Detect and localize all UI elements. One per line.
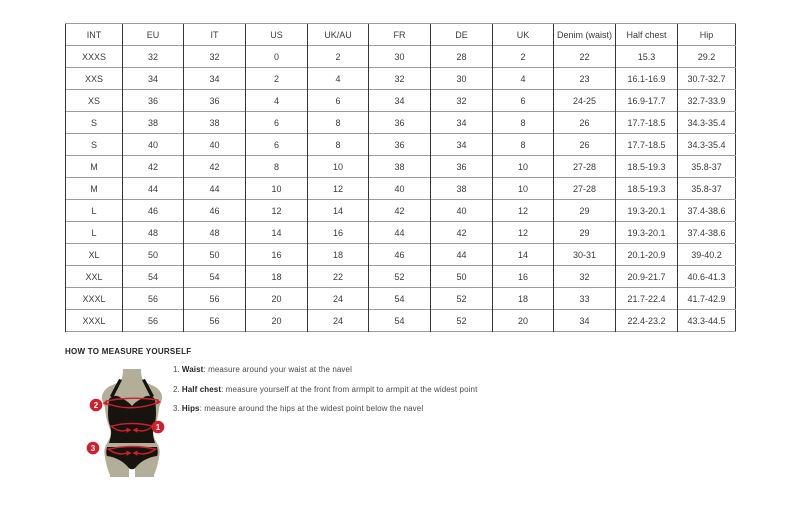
table-cell: M (66, 156, 123, 178)
table-cell: 36 (431, 156, 493, 178)
table-cell: 36 (184, 90, 246, 112)
table-cell: 29 (554, 222, 616, 244)
table-cell: 44 (431, 244, 493, 266)
table-cell: 54 (184, 266, 246, 288)
table-cell: XL (66, 244, 123, 266)
table-cell: 10 (493, 156, 554, 178)
table-cell: 24 (308, 288, 369, 310)
table-cell: 10 (493, 178, 554, 200)
column-header: EU (123, 24, 184, 46)
table-cell: 16 (246, 244, 308, 266)
table-cell: 29.2 (678, 46, 736, 68)
svg-text:1: 1 (155, 422, 161, 432)
measurement-figure (82, 368, 182, 480)
table-cell: 54 (369, 288, 431, 310)
table-cell: 12 (493, 200, 554, 222)
table-cell: 12 (493, 222, 554, 244)
table-cell: 29 (554, 200, 616, 222)
table-cell: 20 (246, 310, 308, 332)
table-cell: 32.7-33.9 (678, 90, 736, 112)
table-cell: 44 (369, 222, 431, 244)
table-cell: 27-28 (554, 178, 616, 200)
table-cell: L (66, 222, 123, 244)
table-row (66, 288, 736, 310)
column-header: Denim (waist) (554, 24, 616, 46)
table-cell: 10 (246, 178, 308, 200)
measure-steps (173, 364, 477, 423)
table-cell: 32 (554, 266, 616, 288)
table-cell: 2 (493, 46, 554, 68)
svg-text:3: 3 (90, 443, 96, 453)
table-row (66, 46, 736, 68)
table-cell: XXXL (66, 310, 123, 332)
table-cell: S (66, 134, 123, 156)
table-cell: 30-31 (554, 244, 616, 266)
table-cell: 52 (431, 288, 493, 310)
table-cell: 22 (308, 266, 369, 288)
size-chart-table (65, 23, 736, 332)
table-cell: 46 (369, 244, 431, 266)
step-label: Waist (181, 365, 204, 374)
table-cell: 36 (369, 134, 431, 156)
table-row (66, 222, 736, 244)
table-row (66, 310, 736, 332)
column-header: INT (66, 24, 123, 46)
table-cell: 30 (369, 46, 431, 68)
table-cell: 32 (184, 46, 246, 68)
table-cell: L (66, 200, 123, 222)
table-cell: 34 (123, 68, 184, 90)
table-cell: 42 (123, 156, 184, 178)
table-cell: 16 (493, 266, 554, 288)
table-cell: 50 (431, 266, 493, 288)
table-header-row (66, 24, 736, 46)
table-cell: 35.8-37 (678, 178, 736, 200)
table-cell: 6 (246, 112, 308, 134)
table-cell: 36 (123, 90, 184, 112)
table-cell: 22.4-23.2 (616, 310, 678, 332)
table-cell: 26 (554, 134, 616, 156)
table-cell: 54 (123, 266, 184, 288)
table-cell: 17.7-18.5 (616, 112, 678, 134)
table-cell: 40 (369, 178, 431, 200)
table-cell: S (66, 112, 123, 134)
table-cell: 28 (431, 46, 493, 68)
mannequin-illustration (82, 368, 182, 480)
table-cell: 43.3-44.5 (678, 310, 736, 332)
table-cell: 33 (554, 288, 616, 310)
table-cell: 2 (308, 46, 369, 68)
column-header: FR (369, 24, 431, 46)
table-cell: 36 (369, 112, 431, 134)
table-cell: 6 (493, 90, 554, 112)
table-cell: 8 (246, 156, 308, 178)
column-header: UK (493, 24, 554, 46)
table-row (66, 90, 736, 112)
table-cell: 16 (308, 222, 369, 244)
step-number: 2. (173, 384, 180, 394)
table-cell: 38 (184, 112, 246, 134)
table-cell: 30 (431, 68, 493, 90)
table-cell: 48 (123, 222, 184, 244)
table-cell: 4 (308, 68, 369, 90)
table-row (66, 134, 736, 156)
table-cell: 18.5-19.3 (616, 178, 678, 200)
table-cell: 38 (369, 156, 431, 178)
column-header: Half chest (616, 24, 678, 46)
table-cell: 8 (493, 112, 554, 134)
table-cell: 14 (493, 244, 554, 266)
table-cell: 15.3 (616, 46, 678, 68)
step-text: : measure around the hips at the widest point below the navel (199, 404, 424, 413)
measure-badge-hips (87, 442, 100, 455)
table-cell: 26 (554, 112, 616, 134)
column-header: DE (431, 24, 493, 46)
table-cell: XS (66, 90, 123, 112)
table-cell: 38 (431, 178, 493, 200)
table-cell: 8 (308, 134, 369, 156)
table-cell: 27-28 (554, 156, 616, 178)
table-cell: 4 (493, 68, 554, 90)
column-header: UK/AU (308, 24, 369, 46)
table-cell: XXL (66, 266, 123, 288)
table-cell: 56 (123, 288, 184, 310)
table-cell: 16.1-16.9 (616, 68, 678, 90)
table-cell: 34.3-35.4 (678, 134, 736, 156)
table-row (66, 178, 736, 200)
table-cell: 19.3-20.1 (616, 222, 678, 244)
table-row (66, 266, 736, 288)
table-cell: 56 (184, 288, 246, 310)
table-cell: 18 (246, 266, 308, 288)
table-cell: 52 (369, 266, 431, 288)
table-cell: 40 (431, 200, 493, 222)
table-cell: 34 (184, 68, 246, 90)
table-cell: 10 (308, 156, 369, 178)
table-cell: 32 (431, 90, 493, 112)
table-cell: 12 (246, 200, 308, 222)
table-cell: 56 (184, 310, 246, 332)
table-cell: 56 (123, 310, 184, 332)
table-row (66, 112, 736, 134)
step-number: 3. (173, 404, 180, 413)
measure-step-hips (173, 403, 477, 414)
table-cell: 8 (308, 112, 369, 134)
table-cell: 48 (184, 222, 246, 244)
table-cell: 34.3-35.4 (678, 112, 736, 134)
step-label: Half chest (181, 384, 222, 394)
table-cell: 52 (431, 310, 493, 332)
table-cell: 2 (246, 68, 308, 90)
table-cell: 50 (184, 244, 246, 266)
table-cell: 44 (123, 178, 184, 200)
table-row (66, 68, 736, 90)
table-cell: 42 (431, 222, 493, 244)
step-text: : measure around your waist at the navel (203, 365, 352, 374)
table-cell: 24-25 (554, 90, 616, 112)
step-label: Hips (181, 404, 200, 413)
table-cell: 42 (369, 200, 431, 222)
measure-badge-waist (152, 421, 165, 434)
table-cell: 12 (308, 178, 369, 200)
svg-text:2: 2 (93, 400, 99, 410)
table-row (66, 244, 736, 266)
table-cell: 6 (308, 90, 369, 112)
table-cell: 0 (246, 46, 308, 68)
table-cell: 20.9-21.7 (616, 266, 678, 288)
table-cell: 23 (554, 68, 616, 90)
table-cell: 50 (123, 244, 184, 266)
column-header: Hip (678, 24, 736, 46)
table-cell: XXS (66, 68, 123, 90)
table-cell: 24 (308, 310, 369, 332)
table-cell: 16.9-17.7 (616, 90, 678, 112)
table-cell: 18 (493, 288, 554, 310)
table-cell: 34 (431, 112, 493, 134)
table-cell: 20 (493, 310, 554, 332)
table-cell: 21.7-22.4 (616, 288, 678, 310)
table-cell: 40 (123, 134, 184, 156)
table-cell: 20.1-20.9 (616, 244, 678, 266)
table-cell: 40.6-41.3 (678, 266, 736, 288)
table-cell: 32 (369, 68, 431, 90)
table-cell: XXXL (66, 288, 123, 310)
measure-section-title: HOW TO MEASURE YOURSELF (65, 347, 192, 356)
column-header: IT (184, 24, 246, 46)
table-cell: 44 (184, 178, 246, 200)
table-cell: 18.5-19.3 (616, 156, 678, 178)
table-cell: 46 (184, 200, 246, 222)
table-cell: 22 (554, 46, 616, 68)
table-cell: 34 (431, 134, 493, 156)
table-cell: 37.4-38.6 (678, 222, 736, 244)
table-cell: XXXS (66, 46, 123, 68)
table-cell: 35.8-37 (678, 156, 736, 178)
table-cell: 42 (184, 156, 246, 178)
measure-step-half-chest (173, 384, 477, 395)
table-cell: 6 (246, 134, 308, 156)
table-cell: 4 (246, 90, 308, 112)
table-cell: 20 (246, 288, 308, 310)
table-cell: 41.7-42.9 (678, 288, 736, 310)
step-number: 1. (173, 365, 180, 374)
step-text: : measure yourself at the front from armpit to armpit at the widest point (221, 384, 478, 394)
measure-step-waist (173, 364, 477, 375)
table-cell: 14 (246, 222, 308, 244)
table-cell: 30.7-32.7 (678, 68, 736, 90)
table-cell: 8 (493, 134, 554, 156)
table-cell: 32 (123, 46, 184, 68)
table-cell: 40 (184, 134, 246, 156)
column-header: US (246, 24, 308, 46)
table-cell: 38 (123, 112, 184, 134)
table-cell: 14 (308, 200, 369, 222)
table-cell: 34 (554, 310, 616, 332)
table-row (66, 156, 736, 178)
table-cell: 46 (123, 200, 184, 222)
table-cell: 37.4-38.6 (678, 200, 736, 222)
table-cell: 39-40.2 (678, 244, 736, 266)
table-cell: M (66, 178, 123, 200)
table-cell: 19.3-20.1 (616, 200, 678, 222)
table-row (66, 200, 736, 222)
table-cell: 34 (369, 90, 431, 112)
table-cell: 17.7-18.5 (616, 134, 678, 156)
table-cell: 18 (308, 244, 369, 266)
table-cell: 54 (369, 310, 431, 332)
measure-badge-chest (90, 399, 103, 412)
